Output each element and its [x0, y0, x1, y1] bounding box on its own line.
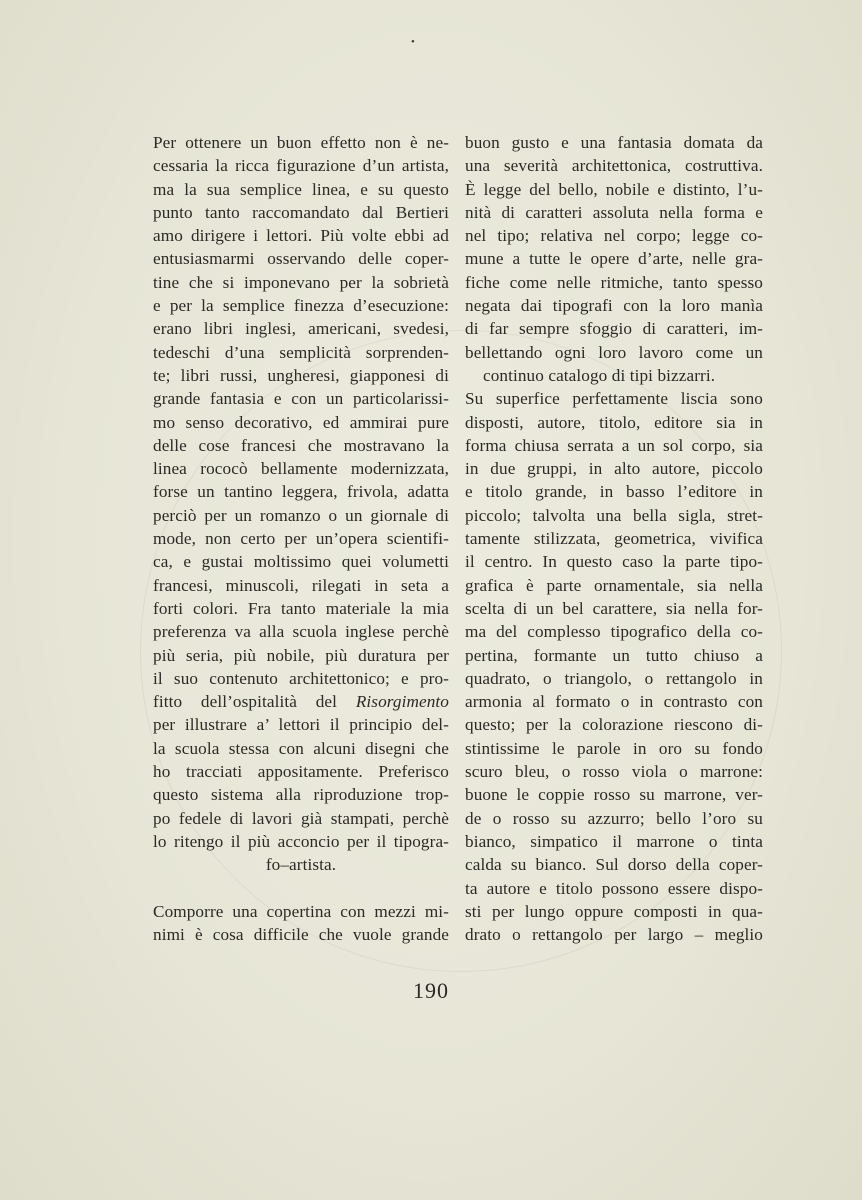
text-line: mune a tutte le opere d’arte, nelle gra- — [465, 249, 763, 269]
text-line: ho tracciati appositamente. Preferisco — [153, 762, 449, 782]
text-line: bellettando ogni loro lavoro come un — [465, 342, 763, 362]
text-line: ma del complesso tipografico della co- — [465, 622, 763, 642]
text-line: di far sempre sfoggio di caratteri, im- — [465, 319, 763, 339]
text-line: mode, non certo per un’opera scientifi- — [153, 529, 449, 549]
text-line: È legge del bello, nobile e distinto, l’u- — [465, 179, 763, 199]
text-line: delle cose francesi che mostravano la — [153, 435, 449, 455]
text-line: bianco, simpatico il marrone o tinta — [465, 831, 763, 851]
text-line: mo senso decorativo, ed ammirai pure — [153, 412, 449, 432]
text-line: in due gruppi, in alto autore, piccolo — [465, 459, 763, 479]
left-text-column — [153, 131, 449, 946]
page-mark: • — [411, 36, 415, 48]
text-line: nel tipo; relativa nel corpo; legge co- — [465, 226, 763, 246]
text-line: negata dai tipografi con la loro manìa — [465, 296, 763, 316]
text-line: ma la sua semplice linea, e su questo — [153, 179, 449, 199]
text-line: nità di caratteri assoluta nella forma e — [465, 202, 763, 222]
text-line: scuro bleu, o rosso viola o marrone: — [465, 762, 763, 782]
text-line: grande fantasia e con un particolarissi- — [153, 389, 449, 409]
text-line-end: continuo catalogo di tipi bizzarri. — [483, 365, 716, 385]
text-line: disposti, autore, titolo, editore sia in — [465, 412, 763, 432]
right-text-column — [465, 131, 763, 946]
text-line: preferenza va alla scuola inglese perchè — [153, 622, 449, 642]
text-line: questo sistema alla riproduzione trop- — [153, 785, 449, 805]
text-line: più seria, più nobile, più duratura per — [153, 645, 449, 665]
text-line: scelta di un bel carattere, sia nella for- — [465, 598, 763, 618]
text-line: quadrato, o triangolo, o rettangolo in — [465, 668, 763, 688]
text-line: tine che si imponevano per la sobrietà — [153, 272, 449, 292]
text-line: perciò per un romanzo o un giornale di — [153, 505, 449, 525]
text-line: forti colori. Fra tanto materiale la mia — [153, 598, 449, 618]
text-line: tedeschi d’una semplicità sorprenden- — [153, 342, 449, 362]
text-line: entusiasmarmi osservando delle coper- — [153, 249, 449, 269]
text-fragment: fitto dell’ospitalità del — [153, 692, 338, 712]
text-line: grafica è parte ornamentale, sia nella — [465, 575, 763, 595]
text-line: linea rococò bellamente modernizzata, — [153, 459, 449, 479]
text-line: piccolo; talvolta una bella sigla, stret- — [465, 505, 763, 525]
text-line: buone le coppie rosso su marrone, ver- — [465, 785, 763, 805]
text-line: il suo contenuto architettonico; e pro- — [153, 668, 449, 688]
text-line: stintissime le parole in oro su fondo — [465, 738, 763, 758]
text-line: e titolo grande, in basso l’editore in — [465, 482, 763, 502]
text-line: pertina, formante un tutto chiuso a — [465, 645, 763, 665]
text-line: ca, e gustai moltissimo quei volumetti — [153, 552, 449, 572]
text-line: una severità architettonica, costruttiva. — [465, 156, 763, 176]
text-line: te; libri russi, ungheresi, giapponesi di — [153, 365, 449, 385]
text-line-end: fo–artista. — [265, 855, 337, 875]
text-line: questo; per la colorazione riescono di- — [465, 715, 763, 735]
text-line: il centro. In questo caso la parte tipo- — [465, 552, 763, 572]
text-line: e per la semplice finezza d’esecuzione: — [153, 296, 449, 316]
text-line: per illustrare a’ lettori il principio del- — [153, 715, 449, 735]
text-line: punto tanto raccomandato dal Bertieri — [153, 202, 449, 222]
text-line: buon gusto e una fantasia domata da — [465, 133, 763, 152]
text-line: erano libri inglesi, americani, svedesi, — [153, 319, 449, 339]
page-number: 190 — [413, 978, 449, 1003]
text-line: francesi, minuscoli, rilegati in seta a — [153, 575, 449, 595]
text-line: tamente stilizzata, geometrica, vivifica — [465, 529, 763, 549]
text-line: Su superfice perfettamente liscia sono — [465, 389, 763, 409]
text-line: armonia al formato o in contrasto con — [465, 692, 763, 712]
italic-title: Risorgimento — [355, 692, 449, 712]
text-line: calda su bianco. Sul dorso della coper- — [465, 855, 763, 875]
text-line: po fedele di lavori già stampati, perchè — [153, 808, 449, 828]
text-line: nimi è cosa difficile che vuole grande — [153, 925, 449, 945]
text-line: drato o rettangolo per largo – meglio — [465, 925, 763, 945]
text-line: sti per lungo oppure composti in qua- — [465, 901, 763, 921]
text-line: forse un tantino leggera, frivola, adatta — [153, 482, 449, 502]
text-line: lo ritengo il più acconcio per il tipogra- — [153, 831, 449, 851]
text-line: amo dirigere i lettori. Più volte ebbi ad — [153, 226, 449, 246]
text-line: de o rosso su azzurro; bello l’oro su — [465, 808, 763, 828]
text-line: Comporre una copertina con mezzi mi- — [153, 901, 449, 921]
text-line: forma chiusa serrata a un sol corpo, sia — [465, 435, 763, 455]
text-line: ta autore e titolo possono essere dispo- — [465, 878, 763, 898]
text-line-with-italic — [153, 690, 449, 713]
text-line: cessaria la ricca figurazione d’un artista, — [153, 156, 449, 176]
text-line: Per ottenere un buon effetto non è ne- — [153, 133, 449, 152]
text-line: fiche come nelle ritmiche, tanto spesso — [465, 272, 763, 292]
paragraph-gap — [153, 877, 449, 900]
text-line: la scuola stessa con alcuni disegni che — [153, 738, 449, 758]
